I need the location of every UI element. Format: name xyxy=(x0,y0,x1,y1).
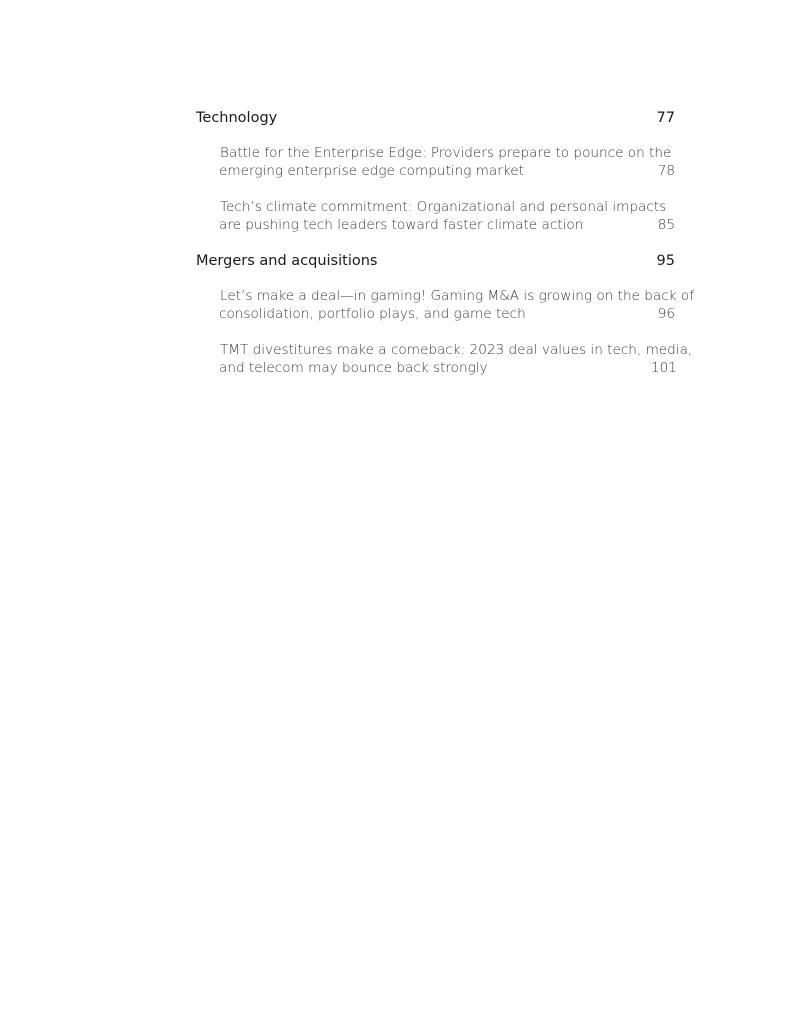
section-title: Mergers and acquisitions xyxy=(196,253,378,269)
table-of-contents xyxy=(196,108,694,377)
toc-section-heading[interactable] xyxy=(196,108,675,128)
toc-section-technology xyxy=(196,108,675,234)
section-page-number: 77 xyxy=(656,110,675,126)
section-title: Technology xyxy=(196,110,278,126)
toc-entry[interactable] xyxy=(219,341,693,377)
entry-title-line: emerging enterprise edge computing market xyxy=(219,163,524,179)
toc-section-mergers-and-acquisitions xyxy=(196,251,694,377)
entry-title-line: Let’s make a deal—in gaming! Gaming M&A is growing on the back of xyxy=(220,288,694,304)
toc-entry[interactable] xyxy=(219,198,675,234)
entry-title-line: consolidation, portfolio plays, and game tech xyxy=(219,306,526,322)
entry-title-line: are pushing tech leaders toward faster climate action xyxy=(219,217,584,233)
entry-page-number: 101 xyxy=(651,360,677,376)
entry-page-number: 85 xyxy=(657,217,675,233)
entry-title-line: and telecom may bounce back strongly xyxy=(219,360,488,376)
entry-title-line: Battle for the Enterprise Edge: Providers prepare to pounce on the xyxy=(220,145,672,161)
entry-title-line: Tech’s climate commitment: Organizational and personal impacts xyxy=(220,199,667,215)
toc-entry[interactable] xyxy=(219,144,675,180)
section-page-number: 95 xyxy=(656,253,675,269)
entry-title-line: TMT divestitures make a comeback: 2023 deal values in tech, media, xyxy=(220,342,693,358)
toc-section-heading[interactable] xyxy=(196,251,675,271)
entry-page-number: 96 xyxy=(657,306,675,322)
toc-entry[interactable] xyxy=(219,287,694,323)
entry-page-number: 78 xyxy=(657,163,675,179)
